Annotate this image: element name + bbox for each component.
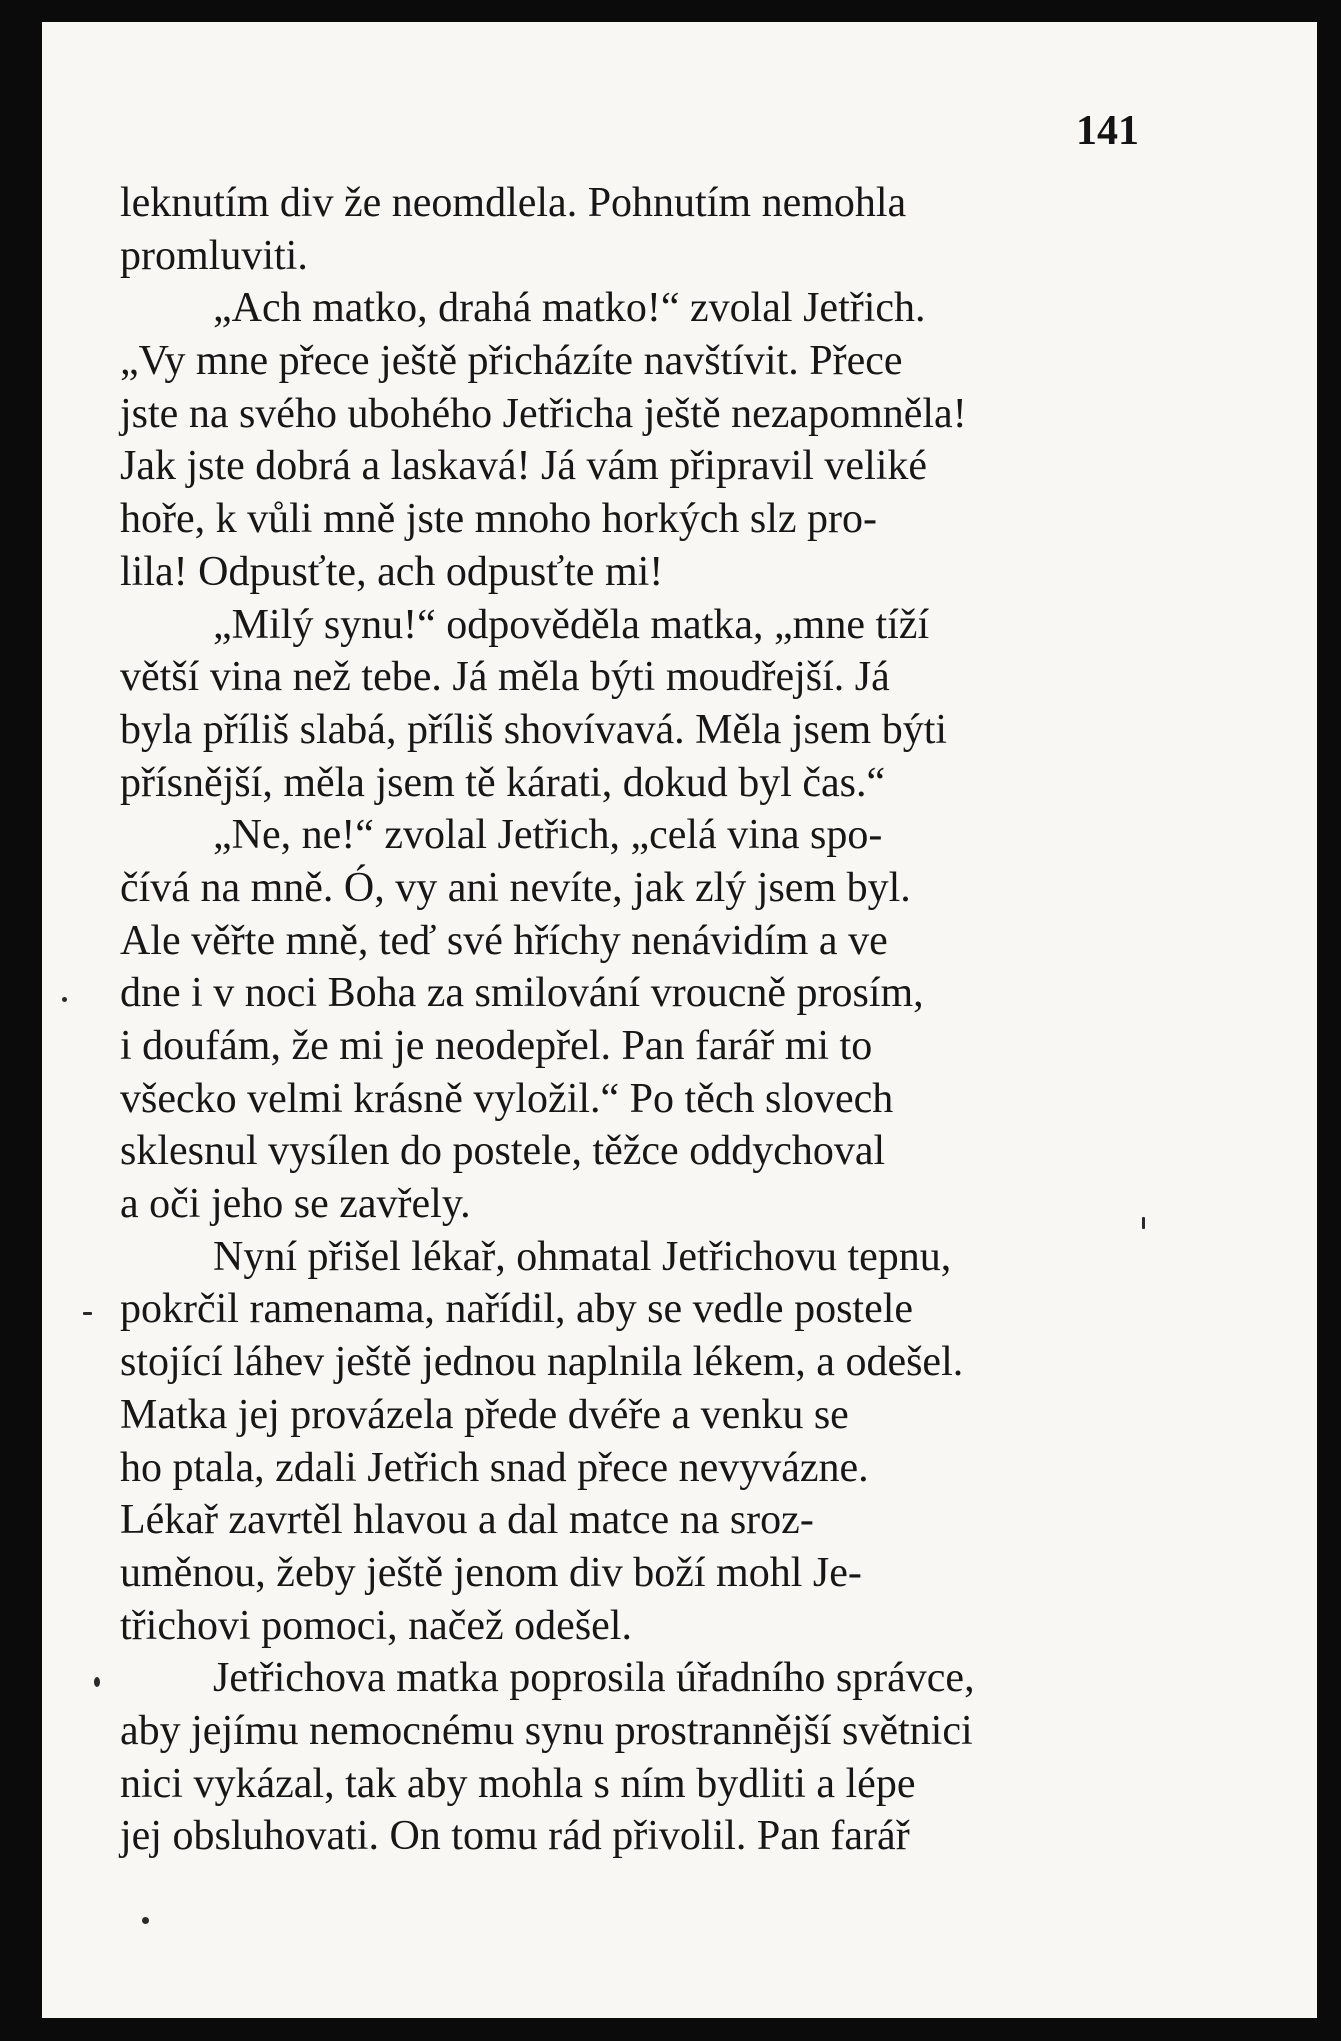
- text-line: Nyní přišel lékař, ohmatal Jetřichovu tepnu,: [213, 1233, 952, 1280]
- scan-speck: [1142, 1217, 1145, 1229]
- text-line: „Vy mne přece ještě přicházíte navštívit. Přece: [120, 338, 903, 385]
- text-line: i doufám, že mi je neodepřel. Pan farář mi to: [120, 1023, 873, 1069]
- text-line: dne i v noci Boha za smilování vroucně prosím,: [120, 970, 924, 1017]
- text-line: Ale věřte mně, teď své hříchy nenávidím a ve: [120, 917, 888, 964]
- text-line: Matka jej provázela přede dvéře a venku se: [120, 1391, 849, 1438]
- text-line: lila! Odpusťte, ach odpusťte mi!: [120, 548, 664, 595]
- text-line: pokrčil ramenama, nařídil, aby se vedle postele: [120, 1286, 914, 1333]
- text-line: Jak jste dobrá a laskavá! Já vám připravil veliké: [120, 443, 928, 490]
- scan-speck: [83, 1312, 92, 1315]
- text-line: všecko velmi krásně vyložil.“ Po těch slovech: [120, 1075, 894, 1122]
- text-line: aby jejímu nemocnému synu prostrannější světnici: [120, 1707, 973, 1754]
- book-page: [42, 22, 1317, 2018]
- text-line: „Ne, ne!“ zvolal Jetřich, „celá vina spo-: [213, 812, 883, 859]
- text-line: promluviti.: [120, 232, 308, 279]
- text-line: jej obsluhovati. On tomu rád přivolil. Pan farář: [120, 1813, 910, 1860]
- text-line: „Ach matko, drahá matko!“ zvolal Jetřich.: [213, 285, 926, 332]
- text-line: přísnější, měla jsem tě kárati, dokud byl čas.“: [120, 759, 886, 806]
- text-line: stojící láhev ještě jednou naplnila lékem, a odešel.: [120, 1339, 964, 1386]
- text-line: Jetřichova matka poprosila úřadního správce,: [213, 1655, 975, 1702]
- text-line: nici vykázal, tak aby mohla s ním bydliti a lépe: [120, 1760, 916, 1807]
- page-text: [120, 177, 1160, 1863]
- text-line: ho ptala, zdali Jetřich snad přece nevyvázne.: [120, 1444, 869, 1491]
- text-line: a oči jeho se zavřely.: [120, 1181, 471, 1228]
- scan-speck: [62, 997, 67, 1002]
- text-line: čívá na mně. Ó, vy ani nevíte, jak zlý jsem byl.: [120, 864, 911, 911]
- scan-speck: [142, 1917, 149, 1924]
- page-number: 141: [1076, 108, 1139, 154]
- text-line: jste na svého ubohého Jetřicha ještě nezapomněla!: [120, 390, 967, 437]
- text-line: Lékař zavrtěl hlavou a dal matce na sroz-: [120, 1497, 814, 1544]
- text-line: sklesnul vysílen do postele, těžce oddychoval: [120, 1128, 886, 1175]
- text-line: hoře, k vůli mně jste mnoho horkých slz pro-: [120, 496, 878, 543]
- text-line: leknutím div že neomdlela. Pohnutím nemohla: [120, 180, 907, 226]
- text-line: třichovi pomoci, načež odešel.: [120, 1602, 632, 1649]
- text-line: „Milý synu!“ odpověděla matka, „mne tíží: [213, 601, 930, 648]
- scan-speck: [94, 1677, 100, 1687]
- text-line: uměnou, žeby ještě jenom div boží mohl Je-: [120, 1549, 862, 1596]
- text-line: byla příliš slabá, příliš shovívavá. Měla jsem býti: [120, 706, 948, 753]
- text-line: větší vina než tebe. Já měla býti moudřejší. Já: [120, 654, 890, 701]
